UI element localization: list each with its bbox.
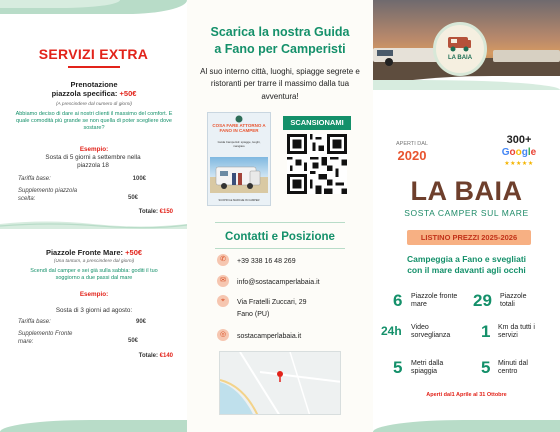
cover-panel — [373, 0, 560, 432]
decorative-wave — [373, 420, 560, 432]
fronte-mare-note: (Una tantum, a prescindere dal giorni) — [53, 259, 135, 264]
book-logo-icon — [234, 115, 244, 123]
prenotazione-heading: Prenotazione piazzola specifica: +50€ — [51, 80, 137, 99]
fronte-mare-example-label: Esempio: — [79, 291, 109, 298]
globe-icon: ◎ — [217, 329, 229, 341]
book-footer: SCOPRI LE MARCHE IN CAMPER — [218, 199, 260, 202]
phone-icon: ✆ — [217, 254, 229, 266]
guide-book-cover[interactable] — [207, 112, 271, 206]
camper-illustration — [210, 157, 268, 193]
divider — [215, 248, 345, 249]
camper-logo-icon — [446, 33, 474, 53]
services-title: SERVIZI EXTRA — [38, 46, 149, 62]
brand-tagline: SOSTA CAMPER SUL MARE — [404, 208, 529, 218]
book-title: COSA FARE ATTORNO A FANO IN CAMPER — [212, 123, 266, 134]
brand-name: LA BAIA — [410, 176, 523, 206]
feature-item: 1 Km da tutti i servizi — [481, 322, 535, 341]
map-illustration — [220, 352, 341, 415]
prenotazione-note: (A prescindere dal numero di giorni) — [55, 102, 133, 107]
feature-item: 5 Metri dalla spiaggia — [393, 358, 444, 377]
feature-item: 24h Video sorveglianza — [381, 324, 451, 340]
price-row: Tariffa base: 100€ — [18, 176, 146, 182]
rating-stars-icon: ★★★★★ — [504, 161, 534, 167]
feature-item: 5 Minuti dal centro — [481, 358, 528, 377]
feature-item: 29 Piazzole totali — [473, 291, 527, 310]
since-label: APERTI DAL — [396, 141, 428, 147]
hero-photo — [373, 0, 560, 86]
opening-period: Aperti dal1 Aprile al 31 Ottobre — [426, 392, 507, 398]
section-divider — [0, 219, 187, 229]
guide-contacts-panel: Scarica la nostra Guida a Fano per Camperisti Al suo interno città, luoghi, spiagge segrete e ristoranti per trarre il massimo dalla tua avventura! COSA FARE ATTORNO A FANO IN CAMPER Guida Camperisti: spiagge, luoghi, mangiare SCOPRI LE MARCHE IN CAMPER SCANSIONAMI Contatti e Posizione ✆ +39 338 16 48 269 ✉ info@sostacamperlabaia.it ⌖ Via Fratelli Zuccari, 29 Fano (PU) ◎ sostacamperlabaia.it — [187, 0, 373, 432]
feature-item: 6 Piazzole fronte mare — [393, 291, 458, 310]
price-list-badge: LISTINO PREZZI 2025-2026 — [407, 230, 531, 245]
qr-code-icon[interactable] — [287, 134, 347, 194]
location-pin-icon: ⌖ — [217, 295, 229, 307]
contacts-title: Contatti e Posizione — [225, 231, 335, 243]
prenotazione-example: Sosta di 5 giorni a settembre nella piazzola 18 — [45, 154, 141, 169]
since-year: 2020 — [397, 148, 427, 163]
services-panel — [0, 0, 187, 432]
fronte-mare-description: Scendi dal camper e sei già sulla sabbia: goditi il tuo soggiorno a due passi dal mare — [30, 268, 158, 281]
guide-title: Scarica la nostra Guida a Fano per Camperisti — [210, 25, 350, 56]
prenotazione-total: Totale: €150 — [138, 209, 173, 215]
email-icon: ✉ — [217, 275, 229, 287]
la-baia-logo: LA BAIA — [433, 22, 487, 76]
location-map[interactable] — [219, 351, 341, 415]
prenotazione-example-label: Esempio: — [79, 146, 109, 153]
price-row: Tariffa base: 90€ — [18, 319, 146, 325]
fronte-mare-total: Totale: €140 — [138, 353, 173, 359]
slogan: Campeggia a Fano e svegliati con il mare davanti agli occhi — [406, 254, 527, 276]
divider — [215, 222, 345, 223]
qr-label: SCANSIONAMI — [283, 116, 351, 130]
google-logo: Google — [501, 147, 537, 158]
prenotazione-description: Abbiamo deciso di dare ai nostri clienti il massimo del comfort. E quale comodità più grande se non quella di poter scegliere dove sostare? — [15, 111, 173, 131]
price-row: Supplemento Fronte mare: 50€ — [18, 331, 138, 345]
fronte-mare-heading: Piazzole Fronte Mare: +50€ — [45, 248, 143, 257]
book-photo — [210, 157, 268, 193]
decorative-wave — [0, 420, 187, 432]
reviews-count: 300+ — [506, 134, 532, 146]
price-row: Supplemento piazzola scelta: 50€ — [18, 188, 138, 202]
title-underline — [68, 66, 120, 68]
book-subtitle: Guida Camperisti: spiagge, luoghi, mangiare — [217, 140, 261, 148]
guide-intro: Al suo interno città, luoghi, spiagge segrete e ristoranti per trarre il massimo dalla tua avventura! — [200, 67, 360, 101]
fronte-mare-example: Sosta di 3 giorni ad agosto: — [55, 307, 133, 314]
